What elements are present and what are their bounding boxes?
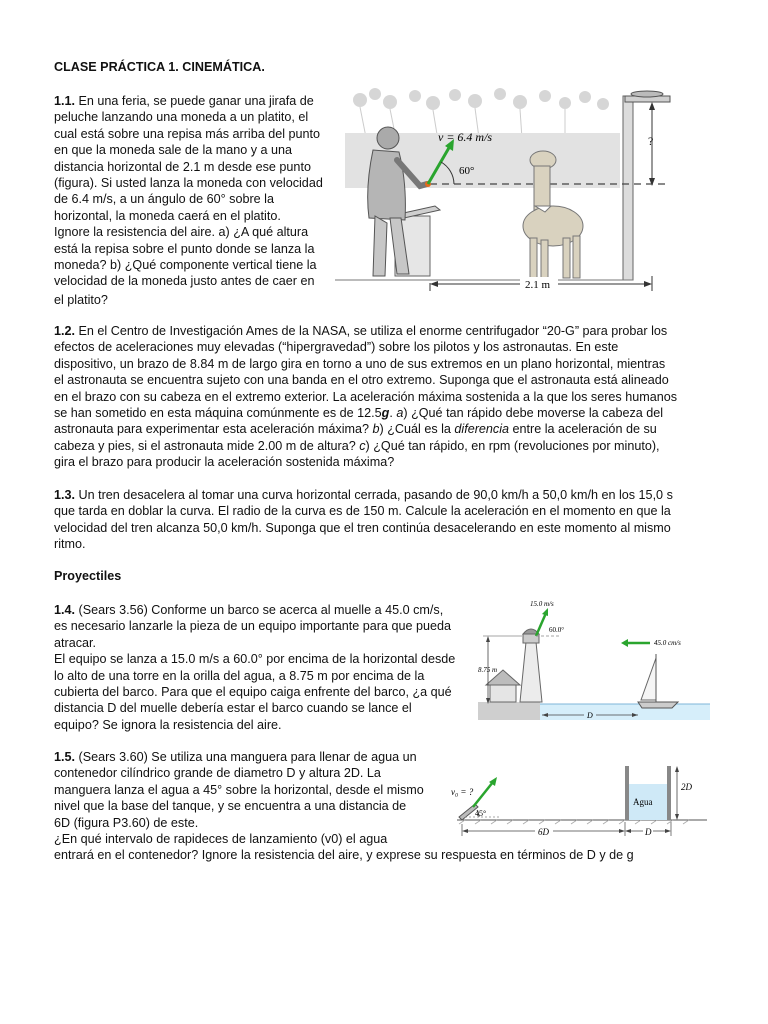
problem-1-3 xyxy=(54,487,734,553)
velocity-label: v = 6.4 m/s xyxy=(438,130,493,144)
problem-1-2-line: cabeza y pies, si el astronauta mide 2.00 m de altura? c) ¿Qué tan rápido, en rpm (revoluciones por minuto), xyxy=(54,438,660,453)
problem-1-5-line: 6D (figura P3.60) de este. xyxy=(54,815,199,830)
problem-1-1-line: horizontal, la moneda caerá en el platito. xyxy=(54,208,281,223)
problem-1-1-line: está la repisa sobre el punto donde se lanza la xyxy=(54,241,315,256)
problem-1-2 xyxy=(54,323,734,471)
problem-1-4-line: atracar. xyxy=(54,635,96,650)
diameter-d-label: D xyxy=(645,827,652,837)
problem-1-5-line: nivel que la base del tanque, y se encuentra a una distancia de xyxy=(54,799,407,814)
problem-1-1-line: 1.1. En una feria, se puede ganar una jirafa de xyxy=(54,94,314,108)
water xyxy=(540,704,710,720)
problem-1-1-line: velocidad de la moneda justo antes de caer en xyxy=(54,274,315,289)
problem-1-5-line: entrará en el contenedor? Ignore la resistencia del aire, y exprese su respuesta en términos de D y de g xyxy=(54,848,634,863)
problem-1-4-line: distancia D del muelle debería estar el barco cuando se lance el xyxy=(54,701,412,716)
problem-1-1-line: moneda? b) ¿Qué componente vertical tiene la xyxy=(54,258,317,273)
problem-1-4-line: equipo? Se ignora la resistencia del aire. xyxy=(54,717,282,732)
problem-1-5-line: manguera lanza el agua a 45° sobre la horizontal, desde el mismo xyxy=(54,782,424,797)
problem-1-3-line: que tarda en doblar la curva. El radio de la curva es de 150 m. Calcule la aceleración en el momento en que la xyxy=(54,504,671,519)
water-label: Agua xyxy=(633,797,653,807)
problem-number: 1.2. xyxy=(54,324,76,338)
plate xyxy=(631,91,663,97)
problem-1-1-line: en que la moneda sale de la mano y a una xyxy=(54,143,293,158)
angle-label: 60° xyxy=(459,165,475,177)
ground xyxy=(478,702,540,720)
problem-1-1-line: de 6.4 m/s, a un ángulo de 60° sobre la xyxy=(54,192,274,207)
v0-arrow xyxy=(473,782,493,807)
problem-1-3-line: 1.3. Un tren desacelera al tomar una curva horizontal cerrada, pasando de 90,0 km/h a 50,0 km/h en los 15,0 s xyxy=(54,488,673,502)
distance-label: 2.1 m xyxy=(525,279,551,291)
problem-number: 1.3. xyxy=(54,488,76,502)
problem-1-1-line: el platito? xyxy=(54,292,108,307)
problem-1-1-line: cual está sobre una repisa más arriba del punto xyxy=(54,126,321,141)
lighthouse-tower xyxy=(520,642,542,702)
distance-d-label: D xyxy=(587,711,593,720)
problem-1-4-line: 1.4. (Sears 3.56) Conforme un barco se acerca al muelle a 45.0 cm/s, xyxy=(54,603,444,617)
house xyxy=(490,684,516,702)
launch-angle-label: 60.0° xyxy=(549,626,565,634)
problem-1-5-line: 1.5. (Sears 3.60) Se utiliza una manguera para llenar de agua un xyxy=(54,750,417,764)
problem-1-2-line: 1.2. En el Centro de Investigación Ames de la NASA, se utiliza el enorme centrifugador “20-G” para probar los xyxy=(54,324,668,338)
problem-1-4 xyxy=(54,602,474,733)
boat-sail xyxy=(641,658,656,700)
height-2d-label: 2D xyxy=(681,782,692,792)
figure-lighthouse-boat xyxy=(478,598,710,722)
problem-1-4-line: es necesario lanzarle la pieza de un equipo importante para que pueda xyxy=(54,619,451,634)
problem-1-2-line: gira el brazo para producir la aceleración sostenida máxima? xyxy=(54,455,395,470)
launch-speed-label: 15.0 m/s xyxy=(530,600,554,608)
problem-1-1-line: peluche lanzando una moneda a un platito, el xyxy=(54,110,309,125)
boat-hull xyxy=(638,702,678,708)
problem-1-2-line: efectos de aceleraciones muy elevadas (“hipergravedad”) sobre los pilotos y los astronautas. En este xyxy=(54,340,619,355)
problem-number: 1.4. xyxy=(54,603,76,617)
problem-1-1-line: Ignore la resistencia del aire. a) ¿A qué altura xyxy=(54,225,309,240)
problem-1-1-line: (figura). Si usted lanza la moneda con velocidad xyxy=(54,176,323,191)
problem-1-5-line: contenedor cilíndrico grande de diametro D y altura 2D. La xyxy=(54,766,381,781)
problem-1-2-line: dispositivo, un brazo de 8.84 m de largo gira en torno a uno de sus extremos en un plano horizontal, mientras xyxy=(54,356,666,371)
problem-1-2-line: en el brazo con su cabeza en el extremo exterior. La aceleración máxima sostenida a la que los seres humanos xyxy=(54,389,678,404)
section-heading: Proyectiles xyxy=(54,569,122,583)
height-unknown-label: ? xyxy=(648,134,654,148)
problem-1-3-line: ritmo. xyxy=(54,537,86,552)
problem-number: 1.1. xyxy=(54,94,76,108)
ground-hatching xyxy=(459,820,689,824)
page-title: CLASE PRÁCTICA 1. CINEMÁTICA. xyxy=(54,60,265,74)
problem-1-2-line: el astronauta se encuentra sujeto con una banda en el otro extremo. Suponga que el astronauta está alineado xyxy=(54,373,669,388)
booth-wall xyxy=(623,96,633,280)
problem-number: 1.5. xyxy=(54,750,76,764)
problem-1-2-line: se han sometido en esta máquina comúnmente es de 12.5g. a) ¿Qué tan rápido debe moverse la cabeza del xyxy=(54,406,664,421)
boat-speed-label: 45.0 cm/s xyxy=(654,639,681,647)
tank-left-wall xyxy=(625,766,629,820)
figure-coin-toss xyxy=(335,88,680,293)
problem-1-1-line: distancia horizontal de 2.1 m desde ese punto xyxy=(54,159,311,174)
distance-6d-label: 6D xyxy=(538,827,549,837)
v0-label: v₀ = ? xyxy=(451,787,474,797)
angle-45-label: 45° xyxy=(475,809,487,818)
figure-hose-tank xyxy=(445,760,715,838)
problem-1-1 xyxy=(54,93,344,308)
problem-1-4-line: El equipo se lanza a 15.0 m/s a 60.0° por encima de la horizontal desde xyxy=(54,652,456,667)
launch-velocity-arrow xyxy=(536,613,546,636)
problem-1-5-line: ¿En qué intervalo de rapideces de lanzamiento (v0) el agua xyxy=(54,832,388,847)
problem-1-4-line: cubierta del barco. Para que el equipo caiga enfrente del barco, ¿a qué xyxy=(54,685,452,700)
problem-1-3-line: velocidad del tren alcanza 50,0 km/h. Suponga que el tren continúa desacelerando en este momento al mismo xyxy=(54,520,671,535)
tank-right-wall xyxy=(667,766,671,820)
problem-1-4-line: lo alto de una torre en la orilla del agua, a 8.75 m por encima de la xyxy=(54,668,425,683)
problem-1-2-line: astronauta para experimentar esta aceleración máxima? b) ¿Cuál es la diferencia entre la aceleración de su xyxy=(54,422,657,437)
height-label: 8.75 m xyxy=(478,666,498,674)
balloons-decoration xyxy=(353,88,609,110)
